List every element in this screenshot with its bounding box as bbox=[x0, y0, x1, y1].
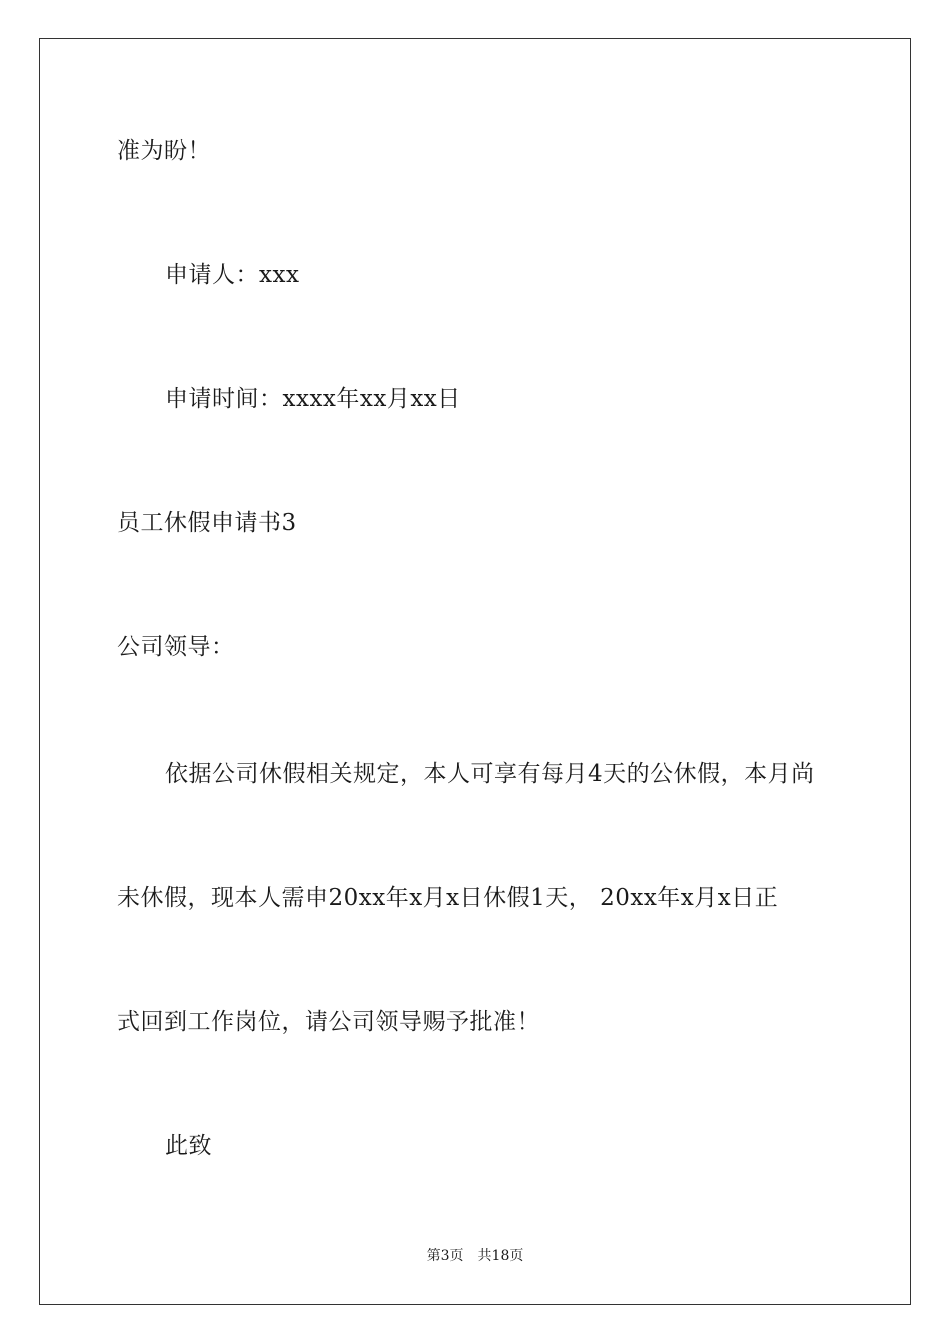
applicant-line: 申请人：xxx bbox=[165, 262, 300, 288]
application-date-line: 申请时间：xxxx年xx月xx日 bbox=[165, 386, 461, 412]
regards-line: 此致 bbox=[165, 1133, 212, 1159]
section-title: 员工休假申请书3 bbox=[117, 510, 297, 536]
body-paragraph-line-1: 依据公司休假相关规定，本人可享有每月4天的公休假，本月尚 bbox=[165, 761, 815, 787]
page-frame bbox=[39, 38, 911, 1305]
closing-line: 准为盼！ bbox=[117, 138, 211, 164]
page-footer bbox=[0, 1246, 950, 1266]
page-number: 第3页 bbox=[426, 1248, 464, 1264]
salutation-line: 公司领导： bbox=[117, 634, 235, 660]
body-paragraph-line-3: 式回到工作岗位，请公司领导赐予批准！ bbox=[117, 1009, 540, 1035]
total-pages: 共18页 bbox=[477, 1248, 524, 1264]
body-paragraph-line-2: 未休假，现本人需申20xx年x月x日休假1天， 20xx年x月x日正 bbox=[117, 885, 779, 911]
